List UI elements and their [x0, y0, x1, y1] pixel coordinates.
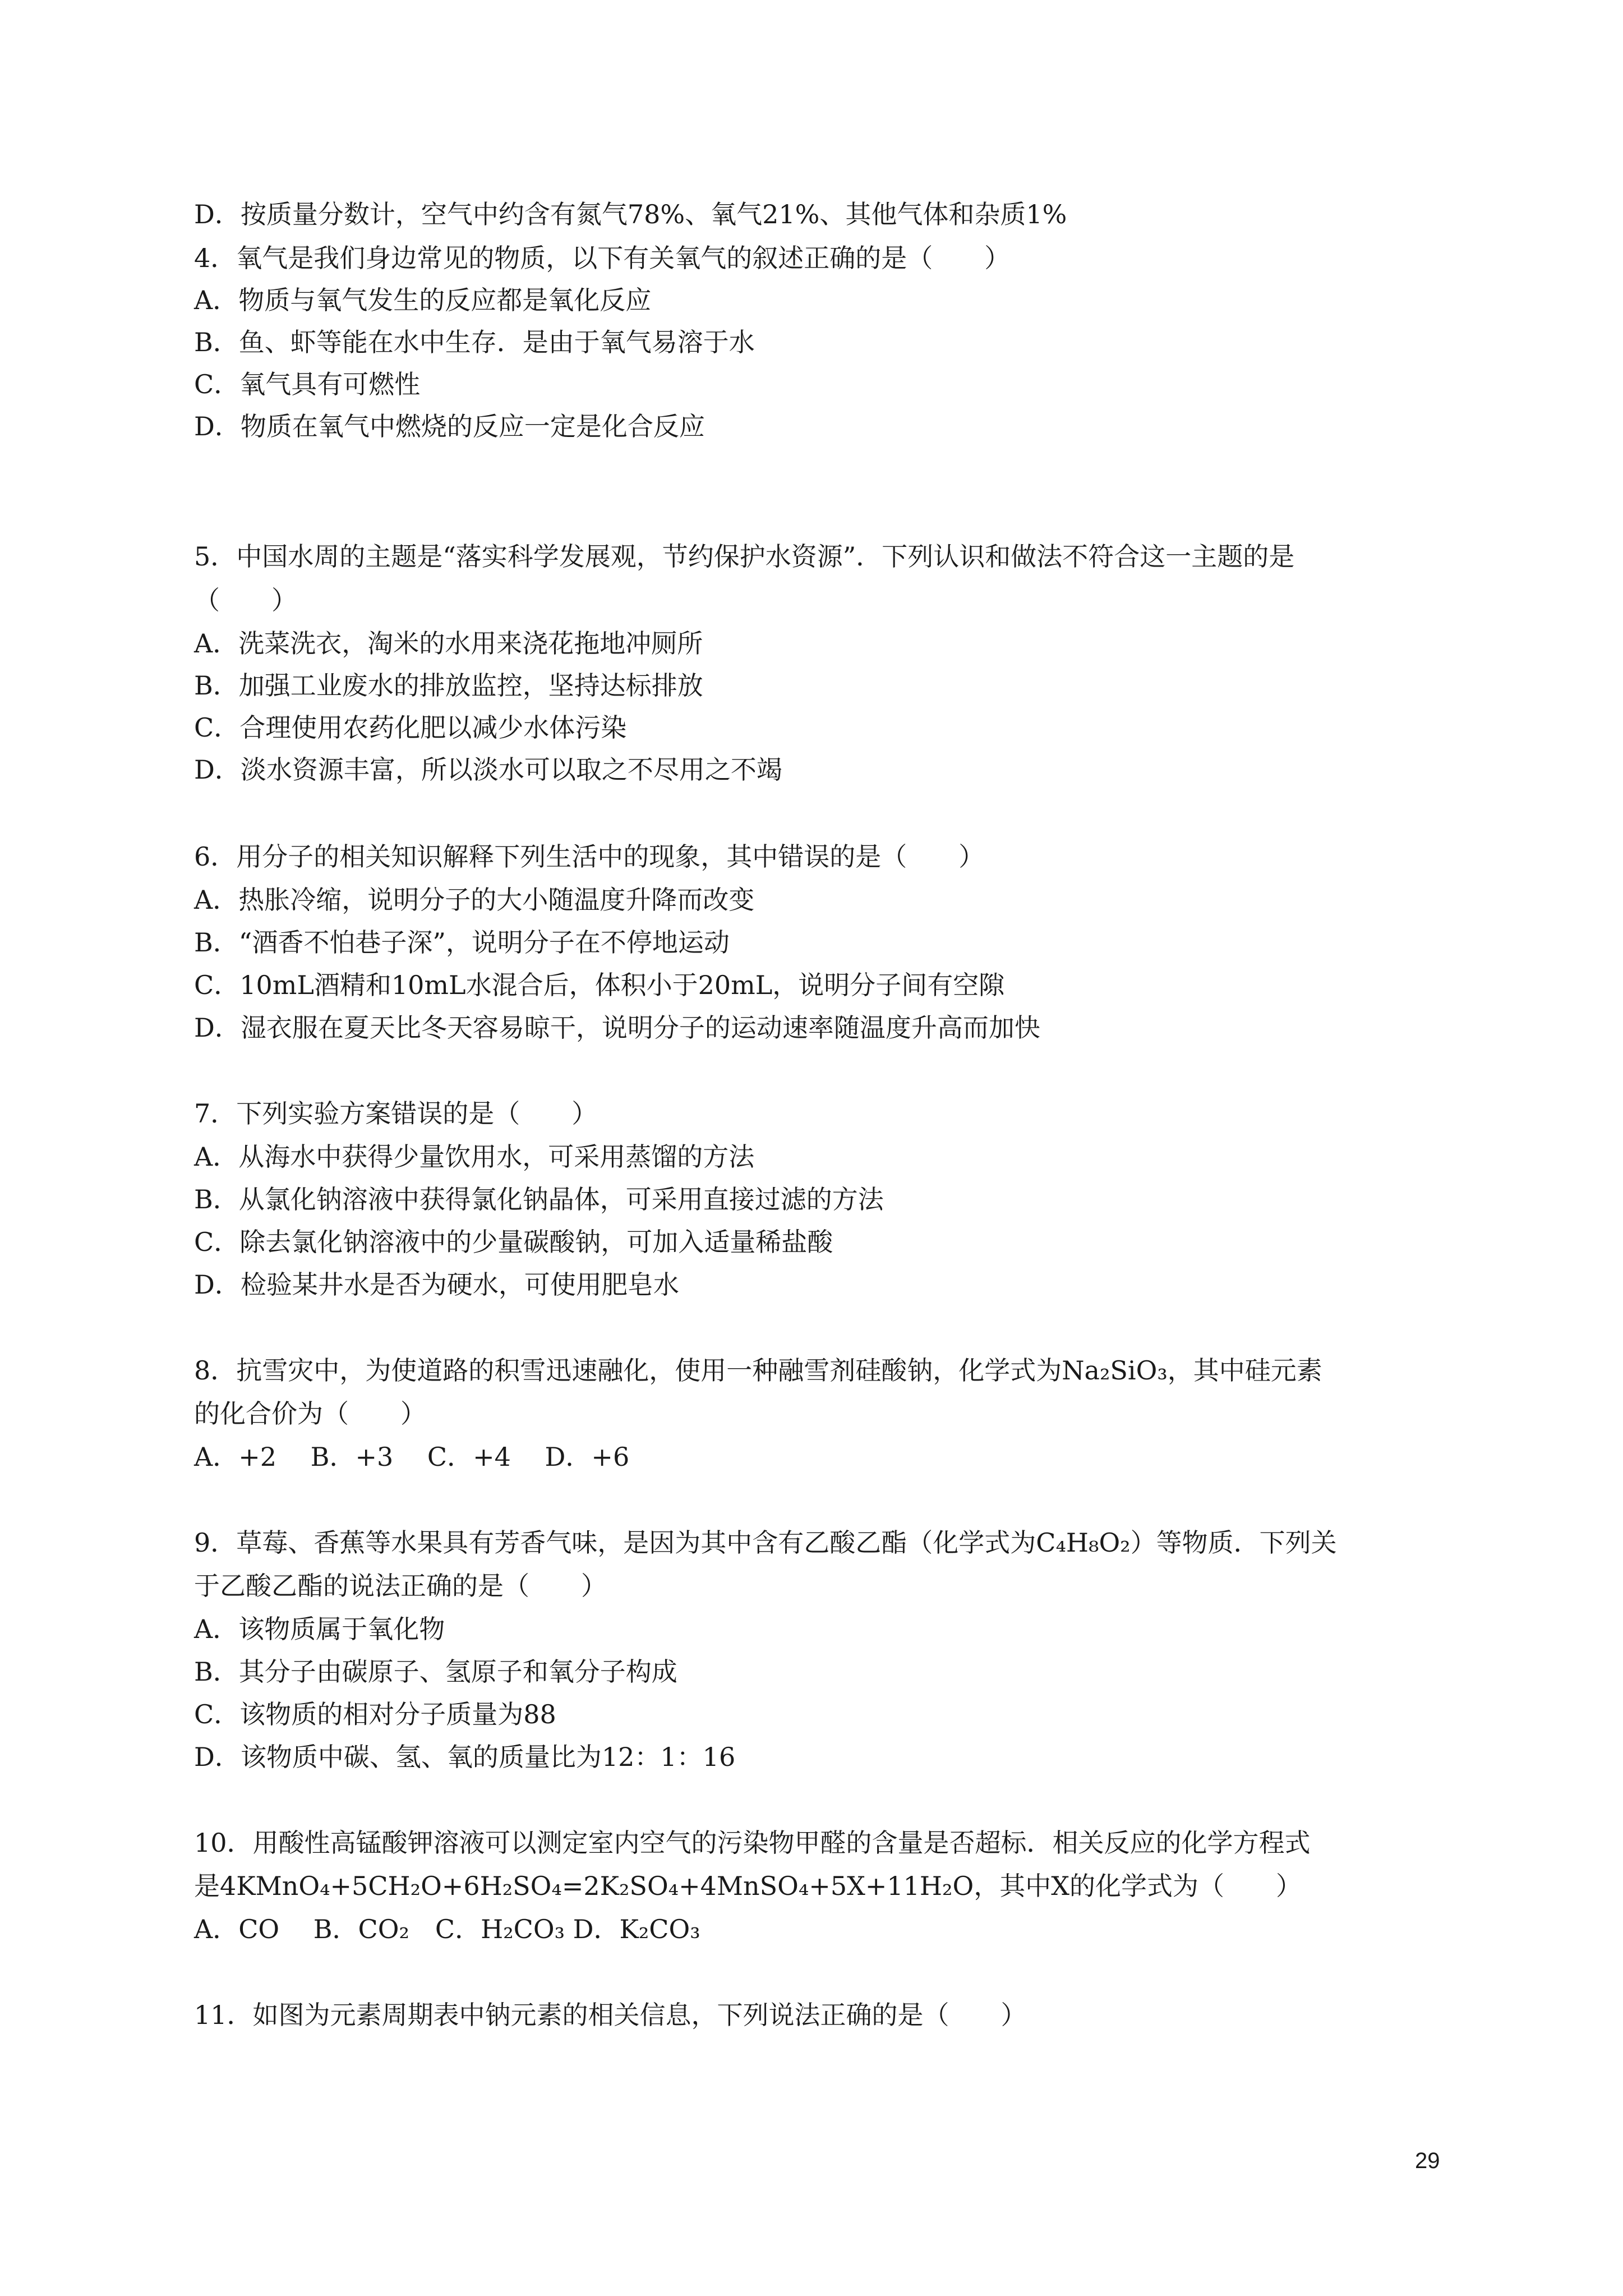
- question-4-option-c: C．氧气具有可燃性: [194, 369, 421, 399]
- question-4-option-d: D．物质在氧气中燃烧的反应一定是化合反应: [194, 411, 705, 441]
- question-5-option-c: C．合理使用农药化肥以减少水体污染: [194, 712, 627, 743]
- question-6-stem: 6．用分子的相关知识解释下列生活中的现象，其中错误的是（ ）: [194, 841, 985, 872]
- question-5-stem: 5．中国水周的主题是“落实科学发展观，节约保护水资源”．下列认识和做法不符合这一主题的是: [194, 541, 1295, 572]
- question-4-option-b: B．鱼、虾等能在水中生存．是由于氧气易溶于水: [194, 327, 755, 357]
- question-4-stem: 4．氧气是我们身边常见的物质，以下有关氧气的叙述正确的是（ ）: [194, 243, 1011, 273]
- question-7-stem: 7．下列实验方案错误的是（ ）: [194, 1098, 598, 1129]
- question-6-option-b: B．“酒香不怕巷子深”，说明分子在不停地运动: [194, 927, 730, 958]
- question-7-option-d: D．检验某井水是否为硬水，可使用肥皂水: [194, 1269, 679, 1300]
- question-8-stem-cont: 的化合价为（ ）: [194, 1398, 426, 1429]
- question-9-stem: 9．草莓、香蕉等水果具有芳香气味，是因为其中含有乙酸乙酯（化学式为C₄H₈O₂）等物质．下列关: [194, 1527, 1337, 1558]
- question-10-stem-cont: 是4KMnO₄+5CH₂O+6H₂SO₄=2K₂SO₄+4MnSO₄+5X+11H₂O，其中X的化学式为（ ）: [194, 1871, 1302, 1901]
- question-9-stem-cont: 于乙酸乙酯的说法正确的是（ ）: [194, 1571, 607, 1601]
- question-6-option-d: D．湿衣服在夏天比冬天容易晾干，说明分子的运动速率随温度升高而加快: [194, 1013, 1040, 1043]
- question-7-option-b: B．从氯化钠溶液中获得氯化钠晶体，可采用直接过滤的方法: [194, 1184, 884, 1214]
- question-5-stem-cont: （ ）: [194, 585, 297, 615]
- question-9-option-a: A．该物质属于氧化物: [194, 1614, 445, 1644]
- question-8-stem: 8．抗雪灾中，为使道路的积雪迅速融化，使用一种融雪剂硅酸钠，化学式为Na₂SiO₃，其中硅元素: [194, 1355, 1322, 1386]
- question-6-option-c: C．10mL酒精和10mL水混合后，体积小于20mL，说明分子间有空隙: [194, 970, 1005, 1000]
- question-10-stem: 10．用酸性高锰酸钾溶液可以测定室内空气的污染物甲醛的含量是否超标．相关反应的化学方程式: [194, 1828, 1311, 1858]
- question-3-option-d: D．按质量分数计，空气中约含有氮气78%、氧气21%、其他气体和杂质1%: [194, 199, 1067, 229]
- question-7-option-c: C．除去氯化钠溶液中的少量碳酸钠，可加入适量稀盐酸: [194, 1227, 833, 1257]
- question-9-option-b: B．其分子由碳原子、氢原子和氧分子构成: [194, 1657, 677, 1687]
- question-6-option-a: A．热胀冷缩，说明分子的大小随温度升降而改变: [194, 885, 755, 915]
- question-10-options: A．CO B．CO₂ C．H₂CO₃ D．K₂CO₃: [194, 1914, 700, 1944]
- question-4-option-a: A．物质与氧气发生的反应都是氧化反应: [194, 285, 652, 315]
- question-8-options: A．+2 B．+3 C．+4 D．+6: [194, 1442, 630, 1472]
- question-5-option-d: D．淡水资源丰富，所以淡水可以取之不尽用之不竭: [194, 754, 782, 785]
- question-11-stem: 11．如图为元素周期表中钠元素的相关信息，下列说法正确的是（ ）: [194, 2000, 1027, 2030]
- page-number: 29: [1415, 2148, 1440, 2173]
- question-9-option-d: D．该物质中碳、氢、氧的质量比为12：1：16: [194, 1742, 736, 1772]
- question-9-option-c: C．该物质的相对分子质量为88: [194, 1699, 556, 1729]
- question-7-option-a: A．从海水中获得少量饮用水，可采用蒸馏的方法: [194, 1142, 755, 1172]
- question-5-option-a: A．洗菜洗衣，淘米的水用来浇花拖地冲厕所: [194, 628, 703, 659]
- question-5-option-b: B．加强工业废水的排放监控，坚持达标排放: [194, 670, 703, 701]
